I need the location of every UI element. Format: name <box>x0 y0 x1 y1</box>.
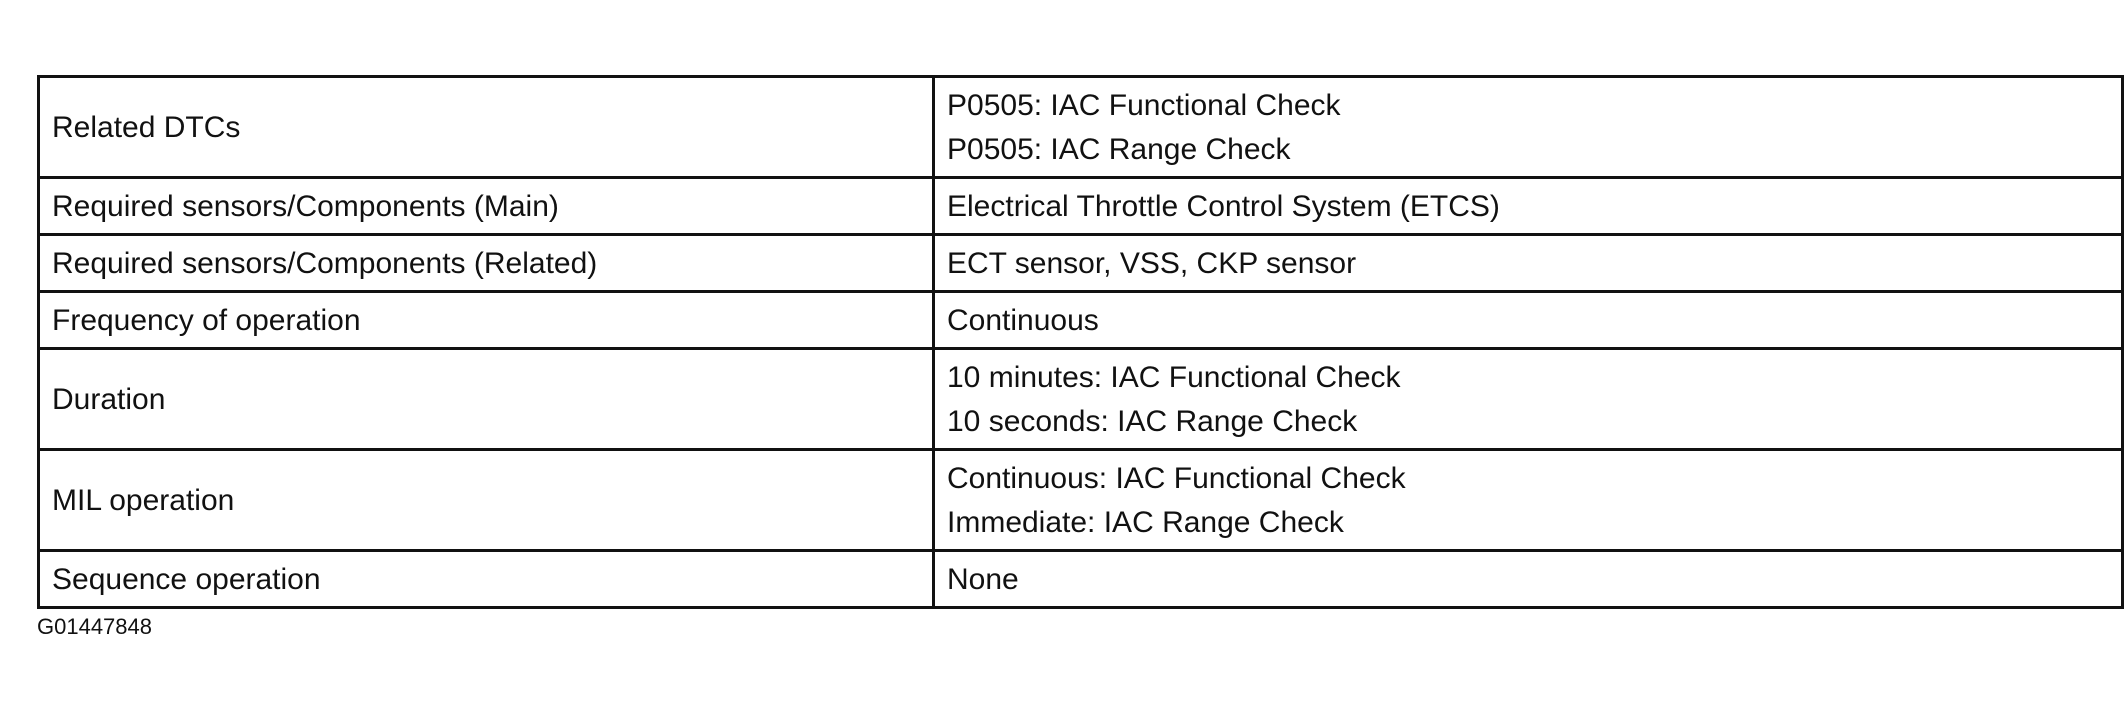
spec-table <box>37 75 2124 609</box>
row-label: Required sensors/Components (Related) <box>39 235 934 292</box>
table-row-frequency <box>39 292 2123 349</box>
row-value <box>934 551 2123 608</box>
row-label: Sequence operation <box>39 551 934 608</box>
row-label: Duration <box>39 349 934 450</box>
figure-id: G01447848 <box>37 614 152 639</box>
value-line: ECT sensor, VSS, CKP sensor <box>947 247 1357 280</box>
value-line: None <box>947 563 1019 596</box>
row-label: Required sensors/Components (Main) <box>39 178 934 235</box>
value-line: Immediate: IAC Range Check <box>947 506 1344 539</box>
value-line: P0505: IAC Range Check <box>947 133 1291 166</box>
row-label: MIL operation <box>39 450 934 551</box>
table-row-required-related <box>39 235 2123 292</box>
value-line: 10 seconds: IAC Range Check <box>947 405 1358 438</box>
table-row-sequence-operation <box>39 551 2123 608</box>
row-value <box>934 450 2123 551</box>
row-label: Related DTCs <box>39 77 934 178</box>
row-label: Frequency of operation <box>39 292 934 349</box>
row-value <box>934 235 2123 292</box>
value-line: Continuous: IAC Functional Check <box>947 462 1406 495</box>
row-value <box>934 178 2123 235</box>
table-row-duration <box>39 349 2123 450</box>
value-line: Continuous <box>947 304 1099 337</box>
value-line: 10 minutes: IAC Functional Check <box>947 361 1401 394</box>
value-line: Electrical Throttle Control System (ETCS) <box>947 190 1500 223</box>
row-value <box>934 77 2123 178</box>
table-row-mil-operation <box>39 450 2123 551</box>
row-value <box>934 292 2123 349</box>
table-row-required-main <box>39 178 2123 235</box>
table-row-related-dtcs <box>39 77 2123 178</box>
value-line: P0505: IAC Functional Check <box>947 89 1341 122</box>
row-value <box>934 349 2123 450</box>
